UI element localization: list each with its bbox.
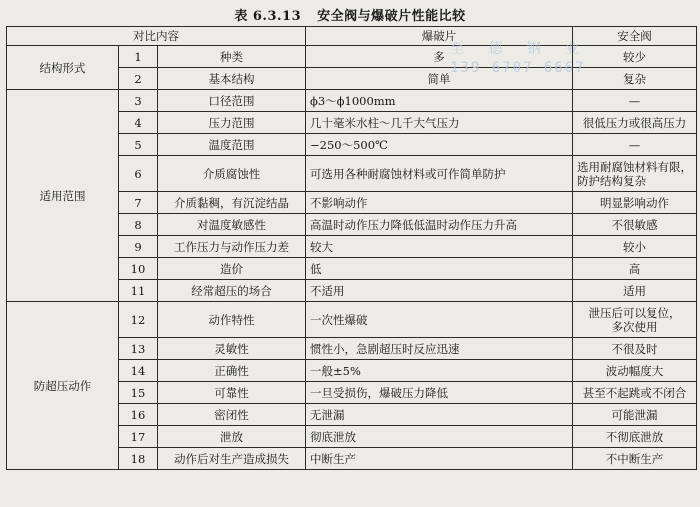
row-number: 1 — [119, 46, 158, 68]
row-number: 14 — [119, 360, 158, 382]
row-item: 基本结构 — [158, 68, 306, 90]
row-number: 8 — [119, 214, 158, 236]
row-number: 16 — [119, 404, 158, 426]
table-title — [0, 5, 700, 24]
row-burst: 多 — [306, 46, 573, 68]
row-item: 工作压力与动作压力差 — [158, 236, 306, 258]
row-item: 对温度敏感性 — [158, 214, 306, 236]
row-number: 3 — [119, 90, 158, 112]
row-valve: 复杂 — [573, 68, 697, 90]
row-burst: 低 — [306, 258, 573, 280]
row-valve — [573, 156, 697, 192]
row-burst: 无泄漏 — [306, 404, 573, 426]
row-valve-line2: 多次使用 — [611, 319, 658, 334]
row-number: 4 — [119, 112, 158, 134]
row-valve: 高 — [573, 258, 697, 280]
row-item: 种类 — [158, 46, 306, 68]
header-row — [7, 27, 697, 46]
row-burst: 不适用 — [306, 280, 573, 302]
row-burst: 简单 — [306, 68, 573, 90]
row-valve: — — [573, 90, 697, 112]
row-burst: −250～500℃ — [306, 134, 573, 156]
row-burst: 几十毫米水柱～几千大气压力 — [306, 112, 573, 134]
row-burst: 中断生产 — [306, 448, 573, 470]
row-valve: 明显影响动作 — [573, 192, 697, 214]
header-valve: 安全阀 — [573, 27, 697, 46]
row-valve: — — [573, 134, 697, 156]
row-burst: 不影响动作 — [306, 192, 573, 214]
row-item: 造价 — [158, 258, 306, 280]
table-row — [7, 302, 697, 338]
row-valve: 较小 — [573, 236, 697, 258]
row-item: 动作特性 — [158, 302, 306, 338]
row-valve: 较少 — [573, 46, 697, 68]
row-number: 7 — [119, 192, 158, 214]
row-item: 介质腐蚀性 — [158, 156, 306, 192]
watermark-company: 至 德 钢 业 — [450, 41, 588, 57]
row-item: 可靠性 — [158, 382, 306, 404]
row-burst: ϕ3～ϕ1000mm — [306, 90, 573, 112]
row-item: 压力范围 — [158, 112, 306, 134]
row-burst: 一般±5% — [306, 360, 573, 382]
row-valve: 不中断生产 — [573, 448, 697, 470]
row-valve: 甚至不起跳或不闭合 — [573, 382, 697, 404]
row-number: 12 — [119, 302, 158, 338]
row-valve: 不很敏感 — [573, 214, 697, 236]
row-item: 密闭性 — [158, 404, 306, 426]
row-number: 18 — [119, 448, 158, 470]
row-item: 口径范围 — [158, 90, 306, 112]
row-number: 9 — [119, 236, 158, 258]
row-number: 17 — [119, 426, 158, 448]
row-valve — [573, 302, 697, 338]
row-burst: 惯性小，急剧超压时反应迅速 — [306, 338, 573, 360]
header-burst: 爆破片 — [306, 27, 573, 46]
row-item: 温度范围 — [158, 134, 306, 156]
row-item: 介质黏稠，有沉淀结晶 — [158, 192, 306, 214]
row-burst: 可选用各种耐腐蚀材料或可作简单防护 — [306, 156, 573, 192]
row-valve-line1: 泄压后可以复位， — [588, 305, 681, 320]
row-item: 经常超压的场合 — [158, 280, 306, 302]
table-number: 表 6.3.13 — [234, 9, 302, 24]
category-protection: 防超压动作 — [7, 302, 119, 470]
row-valve: 适用 — [573, 280, 697, 302]
row-number: 10 — [119, 258, 158, 280]
row-burst: 较大 — [306, 236, 573, 258]
row-item: 正确性 — [158, 360, 306, 382]
row-item: 灵敏性 — [158, 338, 306, 360]
row-valve: 波动幅度大 — [573, 360, 697, 382]
row-valve-line1: 选用耐腐蚀材料有限， — [577, 159, 693, 174]
table-row — [7, 46, 697, 68]
table-row — [7, 90, 697, 112]
category-scope: 适用范围 — [7, 90, 119, 302]
row-burst: 彻底泄放 — [306, 426, 573, 448]
row-item: 动作后对生产造成损失 — [158, 448, 306, 470]
row-valve: 不很及时 — [573, 338, 697, 360]
row-number: 5 — [119, 134, 158, 156]
row-number: 11 — [119, 280, 158, 302]
row-valve: 可能泄漏 — [573, 404, 697, 426]
row-valve: 不彻底泄放 — [573, 426, 697, 448]
row-burst: 高温时动作压力降低低温时动作压力升高 — [306, 214, 573, 236]
row-number: 13 — [119, 338, 158, 360]
row-valve-line2: 防护结构复杂 — [577, 173, 647, 188]
row-number: 2 — [119, 68, 158, 90]
comparison-table — [6, 26, 697, 470]
row-number: 15 — [119, 382, 158, 404]
row-item: 泄放 — [158, 426, 306, 448]
row-burst: 一次性爆破 — [306, 302, 573, 338]
category-structure: 结构形式 — [7, 46, 119, 90]
header-compare: 对比内容 — [7, 27, 306, 46]
row-valve: 很低压力或很高压力 — [573, 112, 697, 134]
table-title-text: 安全阀与爆破片性能比较 — [317, 9, 466, 24]
watermark-phone: 139 6707 6667 — [450, 60, 586, 76]
row-burst: 一旦受损伤，爆破压力降低 — [306, 382, 573, 404]
row-number: 6 — [119, 156, 158, 192]
